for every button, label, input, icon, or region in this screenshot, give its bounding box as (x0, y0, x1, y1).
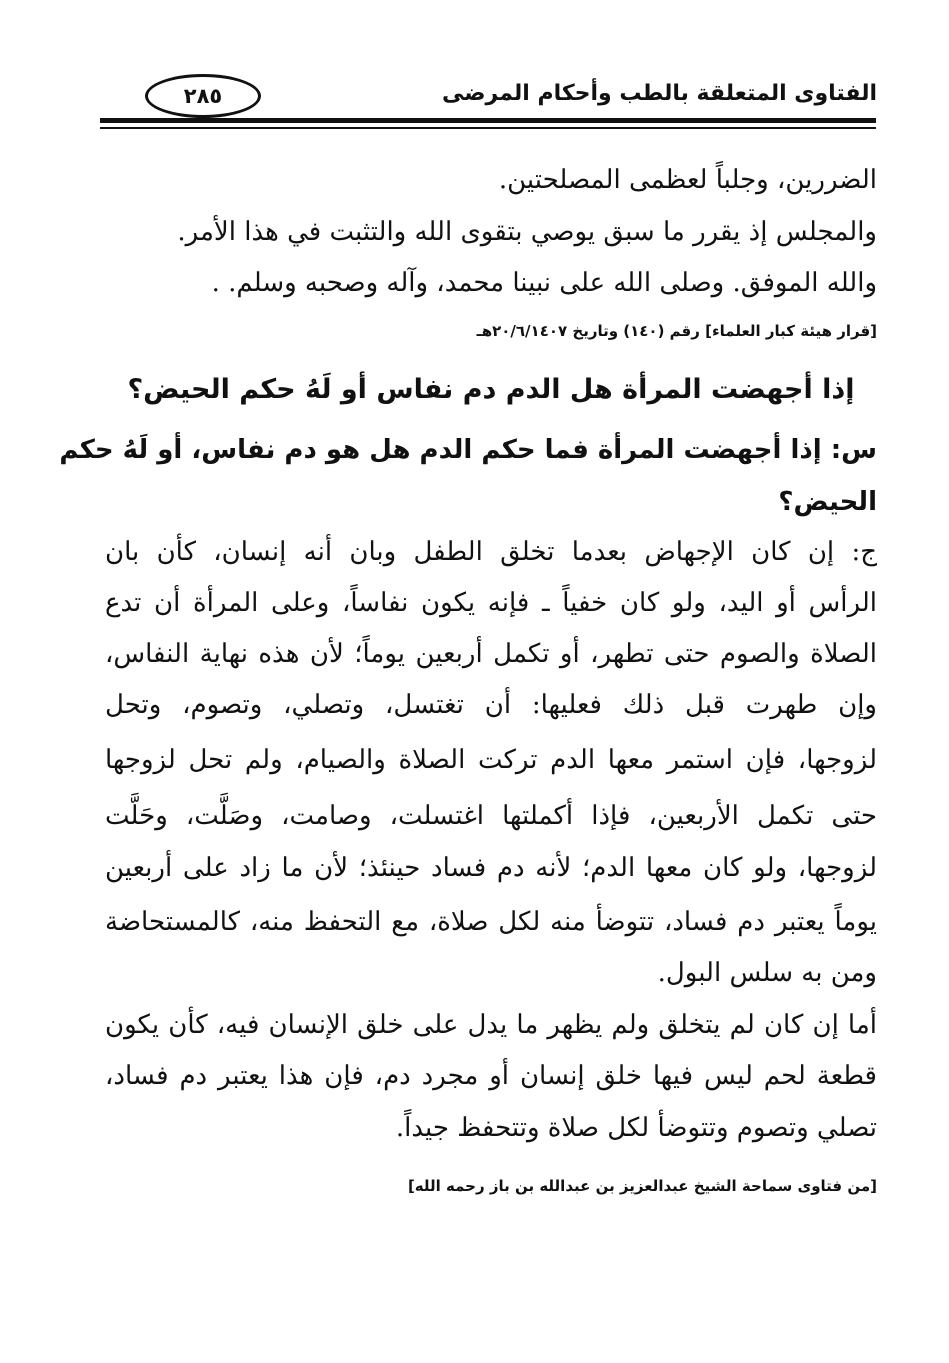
answer-line: لزوجها، ولو كان معها الدم؛ لأنه دم فساد حينئذ؛ لأن ما زاد على أربعين (105, 853, 877, 883)
question-line: الحيض؟ (778, 487, 877, 517)
paragraph-line: تصلي وتصوم وتتوضأ لكل صلاة وتتحفظ جيداً. (395, 1113, 877, 1143)
section-heading: إذا أجهضت المرأة هل الدم دم نفاس أو لَهُ حكم الحيض؟ (127, 374, 855, 405)
question-line: س: إذا أجهضت المرأة فما حكم الدم هل هو دم نفاس، أو لَهُ حكم (59, 435, 877, 465)
answer-line: يوماً يعتبر دم فساد، تتوضأ منه لكل صلاة، مع التحفظ منه، كالمستحاضة (105, 907, 877, 937)
answer-line: الصلاة والصوم حتى تطهر، أو تكمل أربعين يوماً؛ لأن هذه نهاية النفاس، (105, 639, 877, 669)
header-rule-thin (100, 127, 876, 129)
intro-line: والمجلس إذ يقرر ما سبق يوصي بتقوى الله والتثبت في هذا الأمر. (177, 217, 877, 247)
fatwa-source: [من فتاوى سماحة الشيخ عبدالعزيز بن عبدالله بن باز رحمه الله] (407, 1177, 877, 1195)
paragraph-line: أما إن كان لم يتخلق ولم يظهر ما يدل على خلق الإنسان فيه، كأن يكون (105, 1010, 877, 1040)
intro-line: والله الموفق. وصلى الله على نبينا محمد، وآله وصحبه وسلم. . (211, 268, 877, 298)
page-number-badge (145, 74, 261, 118)
answer-line: الرأس أو اليد، ولو كان خفياً ـ فإنه يكون نفاساً، وعلى المرأة أن تدع (105, 588, 877, 618)
intro-line: الضررين، وجلباً لعظمى المصلحتين. (498, 165, 877, 195)
decision-citation: [قرار هيئة كبار العلماء] رقم (١٤٠) وتاريخ ٢٠/٦/١٤٠٧هـ (476, 322, 877, 340)
answer-line: ج: إن كان الإجهاض بعدما تخلق الطفل وبان أنه إنسان، كأن بان (105, 537, 877, 567)
answer-line: ومن به سلس البول. (657, 958, 877, 988)
header-rule-thick (100, 118, 876, 123)
answer-line: وإن طهرت قبل ذلك فعليها: أن تغتسل، وتصلي، وتصوم، وتحل (105, 690, 877, 720)
running-header-title: الفتاوى المتعلقة بالطب وأحكام المرضى (442, 81, 877, 106)
paragraph-line: قطعة لحم ليس فيها خلق إنسان أو مجرد دم، فإن هذا يعتبر دم فساد، (105, 1061, 877, 1091)
page-number: ٢٨٥ (183, 84, 223, 108)
answer-line: حتى تكمل الأربعين، فإذا أكملتها اغتسلت، وصامت، وصَلَّت، وحَلَّت (105, 801, 877, 831)
answer-line: لزوجها، فإن استمر معها الدم تركت الصلاة والصيام، ولم تحل لزوجها (105, 745, 877, 775)
